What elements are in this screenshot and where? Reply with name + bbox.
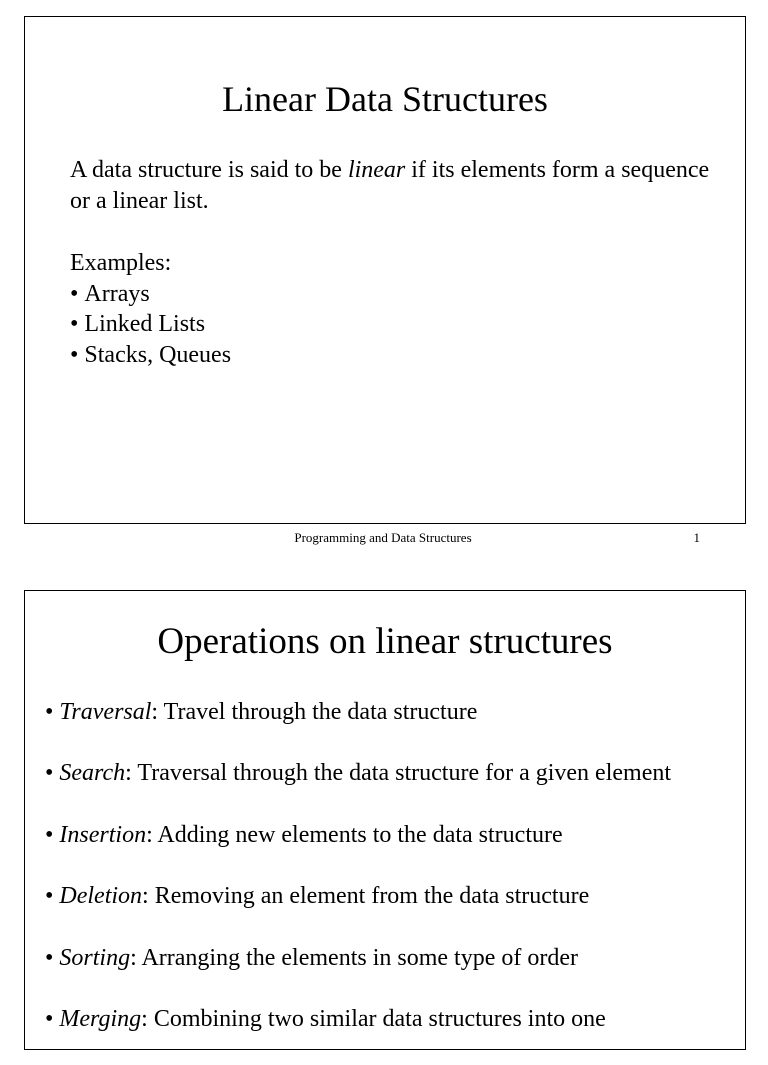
example-item: • Linked Lists bbox=[70, 309, 710, 340]
operation-term: Insertion bbox=[59, 821, 147, 848]
operation-description: : Travel through the data structure bbox=[151, 699, 478, 725]
examples-heading: Examples: bbox=[70, 250, 172, 276]
operation-item bbox=[45, 943, 740, 1004]
operation-item bbox=[45, 697, 740, 758]
slide-2 bbox=[24, 590, 746, 1050]
example-item: • Arrays bbox=[70, 279, 710, 310]
operation-term: Search bbox=[59, 760, 126, 787]
operation-term: Deletion bbox=[59, 883, 143, 910]
operations-list bbox=[45, 697, 740, 1065]
slide-footer bbox=[0, 529, 768, 547]
footer-page-number: 1 bbox=[693, 530, 700, 545]
operation-item bbox=[45, 820, 740, 881]
operation-item bbox=[45, 758, 740, 819]
operation-description: : Arranging the elements in some type of order bbox=[130, 944, 578, 971]
examples-list bbox=[70, 279, 710, 371]
definition-paragraph bbox=[70, 155, 710, 216]
examples-block bbox=[70, 248, 710, 370]
footer-course-title: Programming and Data Structures bbox=[294, 530, 472, 545]
operation-description: : Traversal through the data structure for a given element bbox=[125, 760, 672, 787]
slide-2-title: Operations on linear structures bbox=[157, 621, 613, 662]
definition-text-end: if its elements form a sequence or a linear list. bbox=[70, 157, 710, 214]
slide-1-title: Linear Data Structures bbox=[222, 79, 548, 119]
operation-description: : Combining two similar data structures into one bbox=[141, 1005, 606, 1032]
operation-description: : Adding new elements to the data structure bbox=[146, 821, 563, 848]
operation-item bbox=[45, 881, 740, 942]
operation-term: Merging bbox=[59, 1005, 142, 1032]
operation-item bbox=[45, 1004, 740, 1065]
example-item: • Stacks, Queues bbox=[70, 340, 710, 371]
operation-term: Sorting bbox=[59, 944, 131, 971]
definition-text-start: A data structure is said to be bbox=[70, 157, 348, 183]
slide-1 bbox=[24, 16, 746, 524]
definition-emphasis: linear bbox=[347, 157, 406, 183]
operation-description: : Removing an element from the data structure bbox=[142, 883, 590, 910]
operation-term: Traversal bbox=[59, 699, 152, 725]
